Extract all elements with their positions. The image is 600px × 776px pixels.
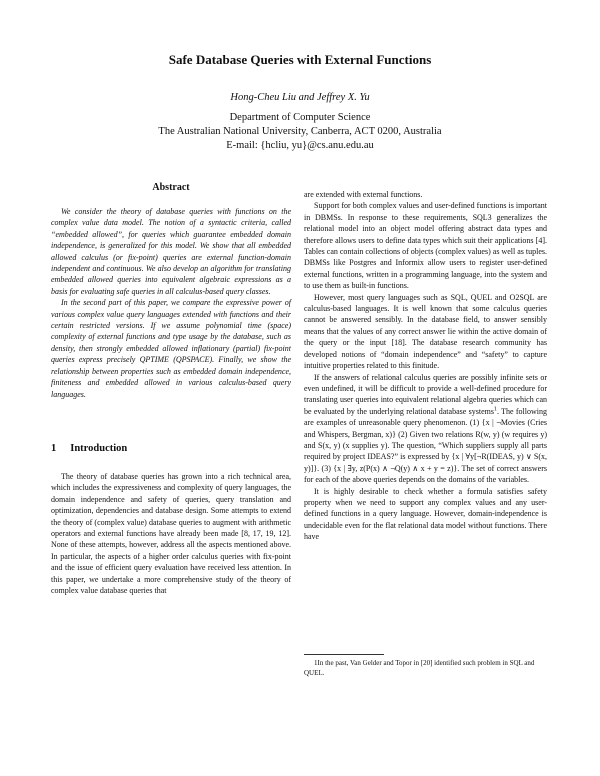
- introduction-body: [51, 471, 291, 596]
- abstract-paragraph-1: We consider the theory of database queries with functions on the complex value data model. The notion of a syntactic criteria, called “embedded allowed”, for queries which guarantee embedded domain independence, is generalized for this model. We show that all embedded allowed calculus (or fix-point) queries are external function-domain independent and continuous. We also develop an algorithm for translating embedded allowed queries into equivalent algebraic expressions as a basis for evaluating safe queries in all calculus-based query classes.: [51, 207, 291, 296]
- footnote-divider: [304, 654, 384, 655]
- footnote-marker: 1: [493, 406, 497, 413]
- affiliation-university: The Australian National University, Canberra, ACT 0200, Australia: [158, 126, 442, 137]
- affiliation-dept: Department of Computer Science: [229, 112, 371, 123]
- section-heading-introduction: [51, 443, 141, 454]
- right-paragraph-3a: If the answers of relational calculus queries are possibly infinite sets or even undefined, it will be difficult to provide a well-defined procedure for translating user queries into equivalent relational algebra queries which can be evaluated by the underlying relational database systems: [304, 372, 547, 416]
- affiliation: [0, 111, 600, 153]
- section-title: Introduction: [70, 443, 128, 454]
- right-paragraph-3: [304, 372, 547, 486]
- abstract-heading: Abstract: [152, 182, 190, 193]
- right-paragraph-4: It is highly desirable to check whether a formula satisfies safety property when we need to support any complex values and any user-defined functions in a query language. However, domain-independence is undecidable even for the flat relational data model without functions. There have: [304, 486, 547, 542]
- section-number: 1: [51, 443, 57, 454]
- abstract-paragraph-2: In the second part of this paper, we compare the expressive power of various complex value query languages extended with functions and their certain restricted versions. If we assume polynomial time (space) complexity of external functions and type usage by the database, such as density, then strongly embedded allowed inflationary (partial) fix-point queries express precisely QPTIME (QPSPACE). Finally, we show the relationship between properties such as embedded domain independence, finiteness and embedded allowed in various calculus-based query languages.: [51, 298, 291, 399]
- right-column-body: [304, 189, 547, 543]
- right-paragraph-1: Support for both complex values and user-defined functions is important in DBMSs. In response to these requirements, SQL3 generalizes the relational model into an object model offering abstract data types and therefore allows users to define data types which suit their applications [4]. Tables can contain collections of objects (complex values) as well as tuples. DBMSs like Postgres and Informix allow users to register user-defined external functions, written in a programming language, into the system and to use them as built-in functions.: [304, 201, 547, 291]
- footnote: 1In the past, Van Gelder and Topor in [20] identified such problem in SQL and QUEL.: [304, 659, 535, 677]
- intro-paragraph-1: The theory of database queries has grown into a rich technical area, which includes the expressiveness and complexity of query languages, the domain independence and safety of queries, query translation and optimization, dependencies and database design. Some attempts to extend the theory of (complex value) database queries to augment with arithmetic operators and external functions have already been made [8, 17, 19, 12]. None of these attempts, however, address all the aspects mentioned above. In particular, the aspects of a higher order calculus queries with fix-point and the issue of efficient query evaluation have received less attention. In this paper, we undertake a more comprehensive study of the theory of complex value database queries that: [51, 472, 291, 596]
- paper-authors: Hong-Cheu Liu and Jeffrey X. Yu: [230, 92, 370, 103]
- paper-title: Safe Database Queries with External Functions: [168, 52, 432, 67]
- right-paragraph-3b: . The following are examples of unreasonable query phenomenon. (1) {x | ¬Movies (Cries and Whispers, Bergman, x)} (2) Given two relations R(w, y) (w requires y) and S(x, y) (x supplies y). The question, “Which suppliers supply all parts required by project IDEAS?” is expressed by {x | ∀y[¬R(IDEAS, y) ∨ S(x, y)]}. (3) {x | ∃y, z(P(x) ∧ ¬Q(y) ∧ x + y = z)}. The set of correct answers for each of the above queries depends on the domains of the variables.: [304, 406, 547, 485]
- right-paragraph-0: are extended with external functions.: [304, 190, 423, 199]
- right-paragraph-2: However, most query languages such as SQL, QUEL and O2SQL are calculus-based languages. It is well known that some calculus queries cannot be answered sensibly. In the database field, to answer sensibly means that the values of any correct answer lie within the active domain of the query or the input [18]. The database research community has developed notions of “domain independence” and “safety” to capture intuitive properties related to this finitude.: [304, 292, 547, 371]
- abstract-body: [51, 206, 291, 400]
- affiliation-email: E-mail: {hcliu, yu}@cs.anu.edu.au: [226, 140, 374, 151]
